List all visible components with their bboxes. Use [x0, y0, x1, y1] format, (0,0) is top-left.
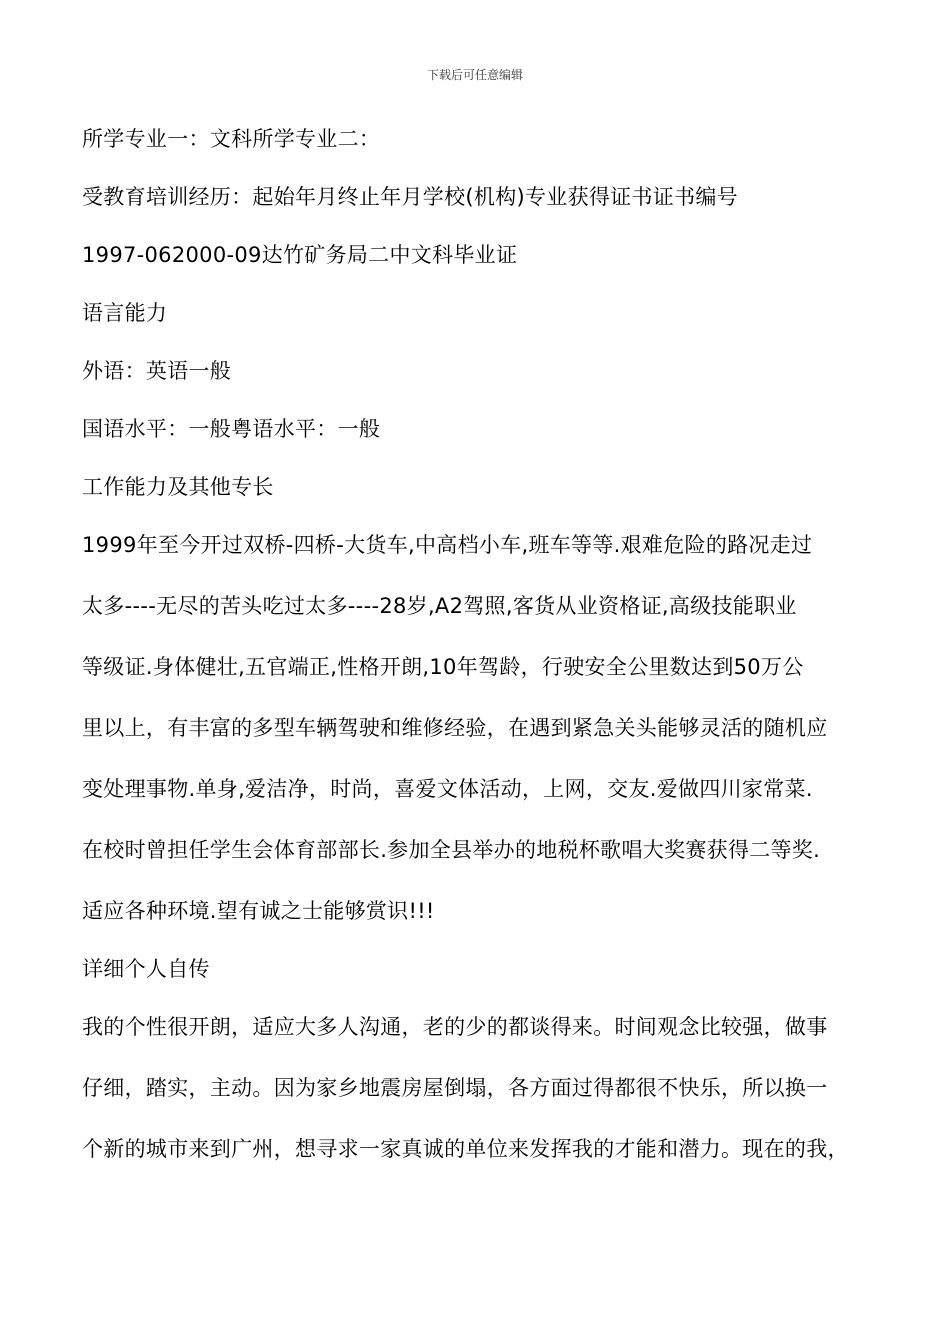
paragraph-line: 等级证.身体健壮,五官端正,性格开朗,10年驾龄，行驶安全公里数达到50万公 — [82, 655, 804, 679]
page-header-note: 下载后可任意编辑 — [426, 68, 523, 82]
section-heading-language: 语言能力 — [82, 301, 168, 325]
text-line: 所学专业一：文科所学专业二： — [82, 127, 381, 151]
paragraph-line: 仔细，踏实，主动。因为家乡地震房屋倒塌，各方面过得都很不快乐，所以换一 — [82, 1076, 828, 1100]
section-heading-skills: 工作能力及其他专长 — [82, 475, 274, 499]
paragraph-line: 太多----无尽的苦头吃过太多----28岁,A2驾照,客货从业资格证,高级技能职业 — [82, 594, 797, 618]
paragraph-line: 在校时曾担任学生会体育部部长.参加全县举办的地税杯歌唱大奖赛获得二等奖. — [82, 838, 821, 862]
paragraph-line: 适应各种环境.望有诚之士能够赏识!!! — [82, 899, 435, 923]
paragraph-line: 个新的城市来到广州，想寻求一家真诚的单位来发挥我的才能和潜力。现在的我， — [82, 1137, 849, 1161]
section-heading-autobiography: 详细个人自传 — [82, 957, 210, 981]
paragraph-line: 1999年至今开过双桥-四桥-大货车,中高档小车,班车等等.艰难危险的路况走过 — [82, 533, 813, 557]
paragraph-line: 里以上，有丰富的多型车辆驾驶和维修经验，在遇到紧急关头能够灵活的随机应 — [82, 716, 828, 740]
text-line: 外语：英语一般 — [82, 359, 232, 383]
paragraph-line: 我的个性很开朗，适应大多人沟通，老的少的都谈得来。时间观念比较强，做事 — [82, 1015, 828, 1039]
paragraph-line: 变处理事物.单身,爱洁净，时尚，喜爱文体活动，上网，交友.爱做四川家常菜. — [82, 777, 813, 801]
text-line: 受教育培训经历：起始年月终止年月学校(机构)专业获得证书证书编号 — [82, 185, 738, 209]
text-line: 1997-062000-09达竹矿务局二中文科毕业证 — [82, 243, 518, 267]
text-line: 国语水平：一般粤语水平：一般 — [82, 417, 381, 441]
document-body — [82, 120, 882, 1191]
